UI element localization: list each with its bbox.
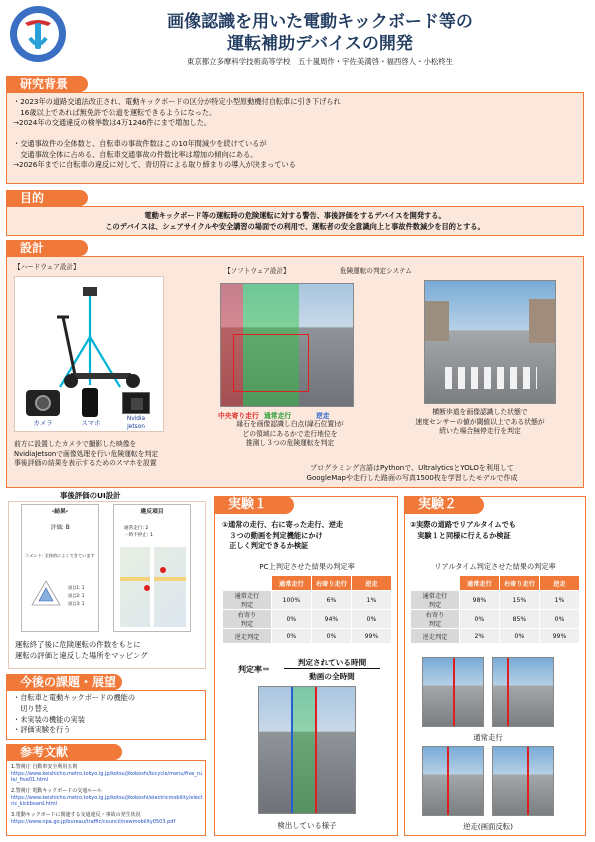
lane-center-label: 中央寄り走行 bbox=[218, 412, 259, 420]
exp2-reverse-photo-right bbox=[492, 746, 554, 816]
software-label: 【ソフトウェア設計】 bbox=[224, 267, 290, 275]
exp2-cell: 0% bbox=[539, 610, 579, 629]
references-heading: 参考文献 bbox=[6, 744, 122, 760]
exp2-normal-photo-left bbox=[422, 657, 484, 727]
exp2-photo-caption-reverse: 逆走(画面反転) bbox=[462, 822, 514, 831]
result-stat-2: 項目2: 1 bbox=[68, 593, 85, 598]
hardware-caption: 前方に設置したカメラで撮影した映像を NvidiaJetsonで画像処理を行い危険運転を判定 事後評価の結果を表示するためのスマホを設置 bbox=[14, 440, 159, 468]
background-text: ・2023年の道路交通法改正され、電動キックボードの区分が特定小型原動機付自転車に引き下げられ 16歳以上であれば無免許で公道を運転できるようになった。 →2024年の交通違反の検挙数は4万1246件にまで増加した。 ・交通事故件の全体数と、自転車の事故件数はこの10年間減少を続けているが 交通事故全体に占める、自転車交通事故の件数比率は増加の傾向にある。 →2026年までに自転車の違反に対して、青切符による取り締まりの導入が決まっている bbox=[13, 97, 341, 169]
future-heading: 今後の課題・展望 bbox=[6, 674, 122, 690]
formula-numerator: 判定されている時間 bbox=[297, 658, 367, 667]
exp1-table-title: PC上判定させた結果の判定率 bbox=[259, 562, 355, 571]
purpose-line1: 電動キックボード等の運転時の危険運転に対する警告、事後評価をするデバイスを開発する。 bbox=[144, 211, 446, 220]
software-caption-1: 縁石を画像認識し白点(縁石位置)が どの領域にあるかで走行地位を 推測し３つの危険運転を判定 bbox=[236, 420, 344, 448]
references-panel bbox=[6, 760, 206, 836]
program-description: プログラミング言語はPythonで、UltralyticsとYOLOを利用して GoogleMapや走行した路面の写真1500枚を学習したモデルで作成 bbox=[306, 464, 518, 483]
violation-screen bbox=[113, 504, 191, 632]
violation-item-1: 通常走行: 2 bbox=[124, 526, 149, 531]
purpose-line2: このデバイスは、シェアサイクルや安全講習の場面での利用で、運転者の安全意識向上と事故件数減少を目的とする。 bbox=[105, 222, 485, 231]
exp1-cell: 100% bbox=[271, 591, 311, 610]
exp2-cell: 98% bbox=[459, 591, 499, 610]
exp2-col-right: 右寄り走行 bbox=[499, 576, 539, 591]
background-panel bbox=[6, 92, 584, 184]
ui-heading: 事後評価のUI設計 bbox=[60, 491, 121, 500]
exp1-description: ①通常の走行、右に寄った走行、逆走 ３つの動画を判定機能にかけ 正しく判定できるか検証 bbox=[222, 520, 344, 551]
result-stat-1: 項目1: 1 bbox=[68, 585, 85, 590]
map-pin-icon bbox=[160, 567, 166, 573]
jetson-label: Nvidia Jetson bbox=[126, 416, 146, 430]
exp2-col-reverse: 逆走 bbox=[539, 576, 579, 591]
exp2-row-label: 右寄り 判定 bbox=[411, 610, 460, 629]
exp2-cell: 0% bbox=[499, 629, 539, 644]
school-logo bbox=[8, 4, 68, 64]
exp1-col-reverse: 逆走 bbox=[351, 576, 391, 591]
exp1-results-table bbox=[222, 575, 392, 644]
lane-detection-photo bbox=[220, 283, 354, 407]
background-heading: 研究背景 bbox=[6, 76, 88, 92]
radar-chart-icon bbox=[28, 577, 64, 613]
result-screen bbox=[21, 504, 99, 632]
result-stat-3: 項目3: 1 bbox=[68, 601, 85, 606]
exp1-cell: 1% bbox=[351, 591, 391, 610]
exp1-col-right: 右寄り走行 bbox=[311, 576, 351, 591]
poster-title-line1: 画像認識を用いた電動キックボード等の bbox=[167, 12, 473, 32]
judge-label: 危険運転の判定システム bbox=[340, 267, 412, 275]
formula-divider bbox=[284, 668, 380, 669]
exp2-description: ②実際の道路でリアルタイムでも 実験１と同様に行えるか検証 bbox=[410, 520, 516, 540]
exp2-cell: 99% bbox=[539, 629, 579, 644]
reference-1-url[interactable]: https://www.keishicho.metro.tokyo.lg.jp/kotsu/jikoboshi/bicycle/menu/five_rule/_five01.html bbox=[11, 771, 203, 784]
exp1-row-label: 右寄り 判定 bbox=[223, 610, 272, 629]
exp1-heading: 実験１ bbox=[214, 496, 294, 514]
lane-reverse-label: 逆走 bbox=[316, 412, 330, 420]
future-text: ・自転車と電動キックボードの機能の 切り替え ・未実装の機能の実装 ・評価実験を行う bbox=[13, 693, 136, 735]
exp2-cell: 85% bbox=[499, 610, 539, 629]
result-screen-title: -結果- bbox=[51, 509, 69, 515]
exp1-cell: 0% bbox=[311, 629, 351, 644]
poster-title-line2: 運転補助デバイスの開発 bbox=[227, 34, 413, 54]
exp1-row-label: 逆走判定 bbox=[223, 629, 272, 644]
lane-normal-label: 通常走行 bbox=[264, 412, 292, 420]
exp2-cell: 2% bbox=[459, 629, 499, 644]
jetson-board-icon bbox=[122, 392, 150, 414]
exp1-cell: 0% bbox=[271, 610, 311, 629]
reference-3-url[interactable]: https://www.npa.go.jp/bureau/traffic/council/newmobility0503.pdf bbox=[11, 819, 176, 825]
exp1-cell: 0% bbox=[271, 629, 311, 644]
result-comment: コメント: 全体的によくできています bbox=[25, 553, 95, 558]
exp2-col-normal: 通常走行 bbox=[459, 576, 499, 591]
software-caption-2: 横断歩道を画像認識した状態で 速度センサーの値が閾値以上である状態が 続いた場合無停走行を判定 bbox=[415, 408, 545, 436]
phone-icon bbox=[82, 388, 98, 417]
violation-screen-title: 違反項目 bbox=[140, 509, 164, 515]
ui-design-panel bbox=[8, 501, 206, 669]
reference-2-url[interactable]: https://www.keishicho.metro.tokyo.lg.jp/kotsu/jikoboshi/electricmobility/electric_kickboard.html bbox=[11, 795, 203, 808]
exp1-photo-caption: 検出している様子 bbox=[277, 821, 337, 830]
exp1-cell: 6% bbox=[311, 591, 351, 610]
authors: 東京都立多摩科学技術高等学校 五十嵐周作・宇佐美満啓・福西啓人・小松柊生 bbox=[186, 57, 454, 66]
exp2-photo-caption-normal: 通常走行 bbox=[473, 733, 503, 742]
design-heading: 設計 bbox=[6, 240, 88, 256]
violation-map bbox=[120, 547, 186, 627]
exp1-cell: 94% bbox=[311, 610, 351, 629]
camera-icon bbox=[26, 390, 60, 416]
result-score: 評価: B bbox=[50, 525, 70, 531]
hardware-label: 【ハードウェア設計】 bbox=[14, 263, 80, 271]
exp2-row-label: 逆走判定 bbox=[411, 629, 460, 644]
exp2-normal-photo-right bbox=[492, 657, 554, 727]
exp2-row-label: 通常走行 判定 bbox=[411, 591, 460, 610]
exp2-table-title: リアルタイム判定させた結果の判定率 bbox=[434, 562, 556, 571]
exp2-heading: 実験２ bbox=[404, 496, 484, 514]
ui-caption: 運転終了後に危険運転の件数をもとに 運転の評価と違反した場所をマッピング bbox=[15, 640, 148, 660]
violation-item-2: 一時不停止: 1 bbox=[124, 533, 153, 538]
purpose-panel bbox=[6, 206, 584, 236]
purpose-heading: 目的 bbox=[6, 190, 88, 206]
exp2-cell: 0% bbox=[459, 610, 499, 629]
reference-1-title: 1.警視庁 自動車安全利用五則 bbox=[11, 764, 78, 770]
exp2-reverse-photo-left bbox=[422, 746, 484, 816]
future-panel bbox=[6, 690, 206, 740]
formula-denominator: 動画の全時間 bbox=[309, 672, 355, 681]
camera-label: カメラ bbox=[33, 419, 53, 427]
exp1-detection-photo bbox=[258, 686, 356, 814]
map-pin-icon bbox=[144, 585, 150, 591]
exp1-cell: 0% bbox=[351, 610, 391, 629]
exp1-row-label: 通常走行 判定 bbox=[223, 591, 272, 610]
exp2-cell: 15% bbox=[499, 591, 539, 610]
exp1-cell: 99% bbox=[351, 629, 391, 644]
reference-2-title: 2.警視庁 電動キックボードの交通ルール bbox=[11, 788, 103, 794]
exp2-cell: 1% bbox=[539, 591, 579, 610]
exp1-col-normal: 通常走行 bbox=[271, 576, 311, 591]
formula-label: 判定率＝ bbox=[238, 665, 270, 674]
crosswalk-photo bbox=[424, 280, 556, 404]
phone-label: スマホ bbox=[81, 419, 101, 427]
reference-3-title: 3.電動キックボードに関連する交通違反・事故の発生状況 bbox=[11, 812, 141, 818]
exp2-results-table bbox=[410, 575, 580, 644]
